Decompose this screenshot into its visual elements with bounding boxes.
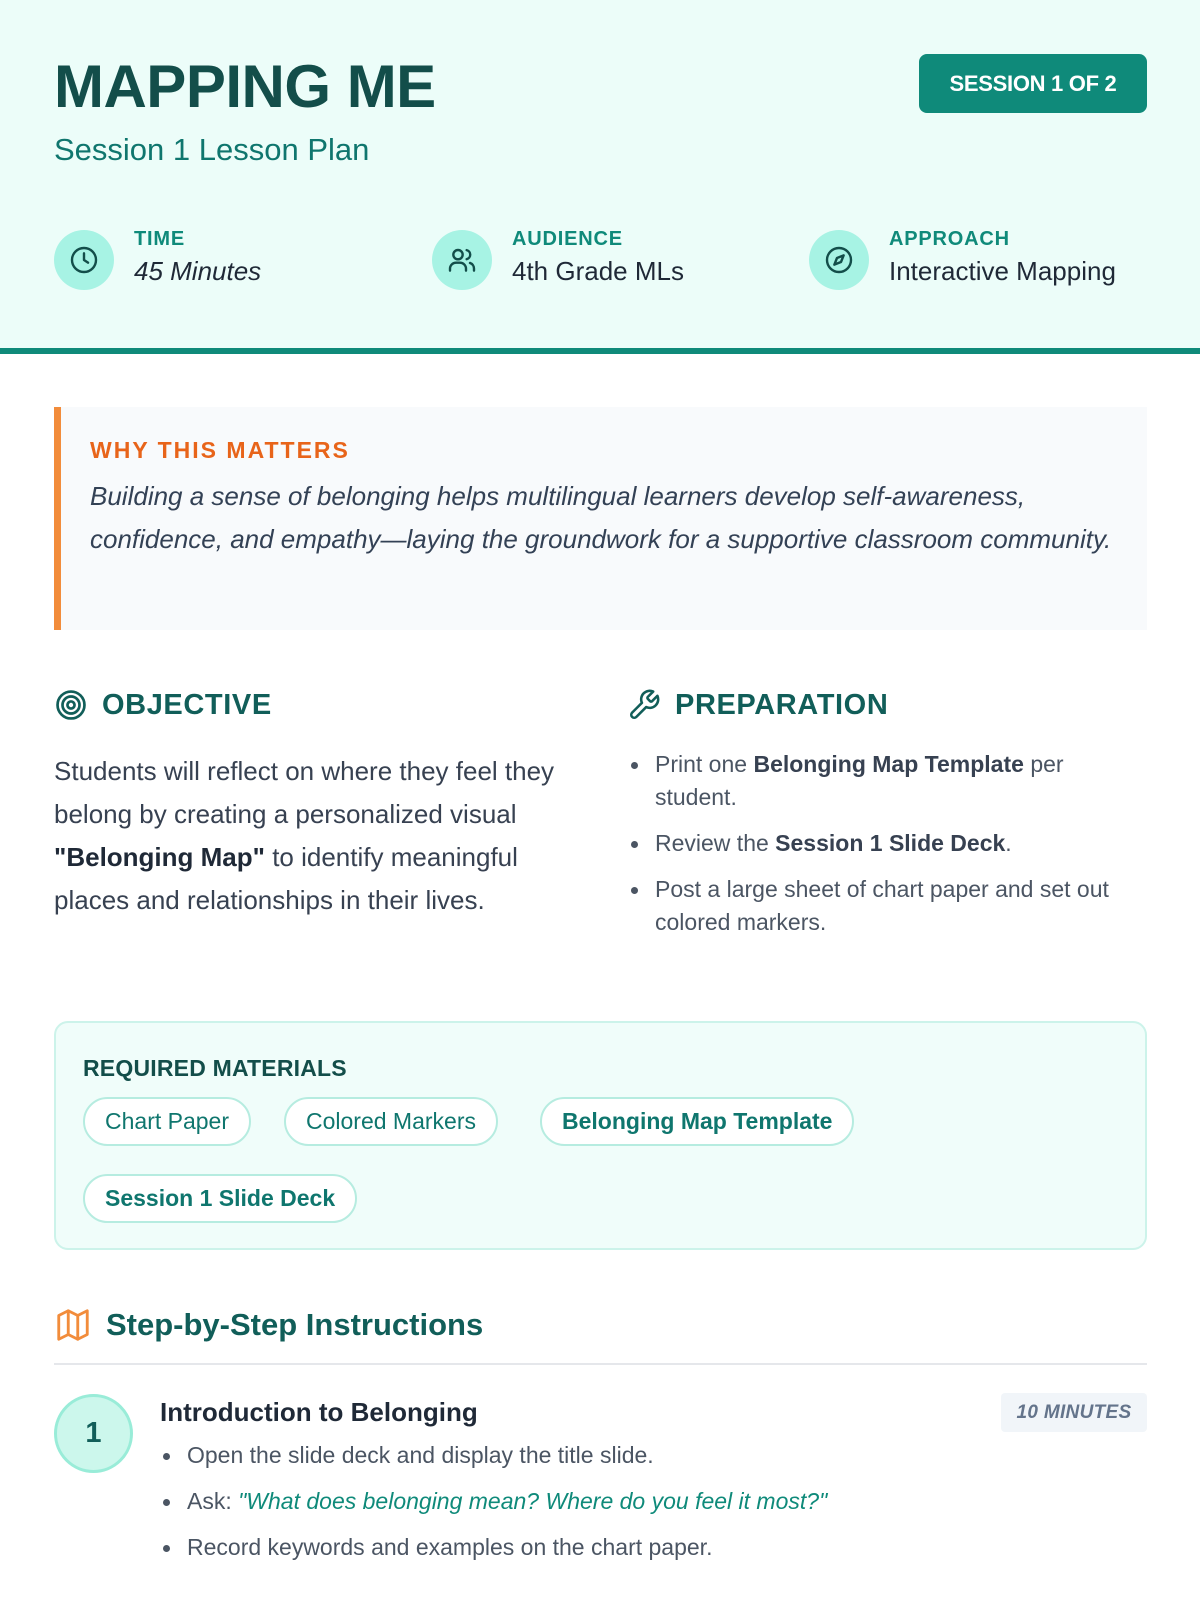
objective-heading-label: OBJECTIVE [102,688,272,721]
step-duration-badge: 10 MINUTES [1001,1393,1147,1432]
material-tag-slide-deck: Session 1 Slide Deck [83,1174,357,1223]
page-title: MAPPING ME [54,53,436,120]
prep-item-bold: Session 1 Slide Deck [775,830,1006,856]
meta-approach-value: Interactive Mapping [889,256,1116,286]
divider [54,1363,1147,1365]
preparation-heading-label: PREPARATION [675,688,889,721]
step-title: Introduction to Belonging [160,1397,478,1427]
material-tag-belonging-map-template: Belonging Map Template [540,1097,854,1146]
objective-text-bold: "Belonging Map" [54,842,265,872]
meta-time-value: 45 Minutes [134,256,262,286]
meta-audience-label: AUDIENCE [512,228,623,250]
objective-text [54,750,574,922]
list-item [627,873,1147,939]
step-number: 1 [54,1394,133,1473]
prep-item-text: Review the [655,830,776,856]
step-bullet-text: Record keywords and examples on the chart paper. [187,1534,713,1560]
list-item [160,1439,1120,1472]
material-tag-chart-paper: Chart Paper [83,1097,251,1146]
steps-heading [54,1306,483,1344]
prep-item-bold: Belonging Map Template [753,751,1024,777]
objective-heading [54,688,272,722]
required-materials-panel [54,1021,1147,1250]
prep-item-text: . [1005,830,1012,856]
list-item [160,1531,1120,1564]
steps-heading-label: Step-by-Step Instructions [106,1307,484,1342]
why-heading: WHY THIS MATTERS [90,437,350,463]
step-bullet-text: Open the slide deck and display the title slide. [187,1442,654,1468]
page-subtitle: Session 1 Lesson Plan [54,132,370,167]
step-bullets [160,1439,1120,1577]
map-icon [54,1306,92,1344]
material-tag-colored-markers: Colored Markers [284,1097,498,1146]
why-body: Building a sense of belonging helps multilingual learners develop self-awareness, confidence, and empathy—laying the groundwork for a supportive classroom community. [90,481,1112,554]
lesson-header [0,0,1200,354]
meta-approach-label: APPROACH [889,228,1010,250]
prep-item-text: Print one [655,751,754,777]
meta-time-label: TIME [134,228,185,250]
prep-item-text: per student. [655,751,1064,810]
step-bullet-quote: "What does belonging mean? Where do you feel it most?" [238,1488,828,1514]
objective-text-end: to identify meaningful places and relationships in their lives. [54,842,518,915]
compass-icon [809,230,869,290]
list-item [627,827,1147,860]
prep-item-text: Post a large sheet of chart paper and set out colored markers. [655,876,1109,935]
preparation-list [627,748,1147,952]
list-item [160,1485,1120,1518]
materials-heading: REQUIRED MATERIALS [83,1055,347,1081]
session-badge: SESSION 1 OF 2 [919,54,1147,113]
why-this-matters-callout [54,407,1147,630]
users-icon [432,230,492,290]
list-item [627,748,1147,814]
target-icon [54,688,88,722]
step-bullet-prefix: Ask: [187,1488,239,1514]
objective-text-start: Students will reflect on where they feel they belong by creating a personalized visual [54,756,555,829]
clock-icon [54,230,114,290]
wrench-icon [627,688,661,722]
preparation-heading [627,688,888,722]
meta-audience-value: 4th Grade MLs [512,256,684,286]
